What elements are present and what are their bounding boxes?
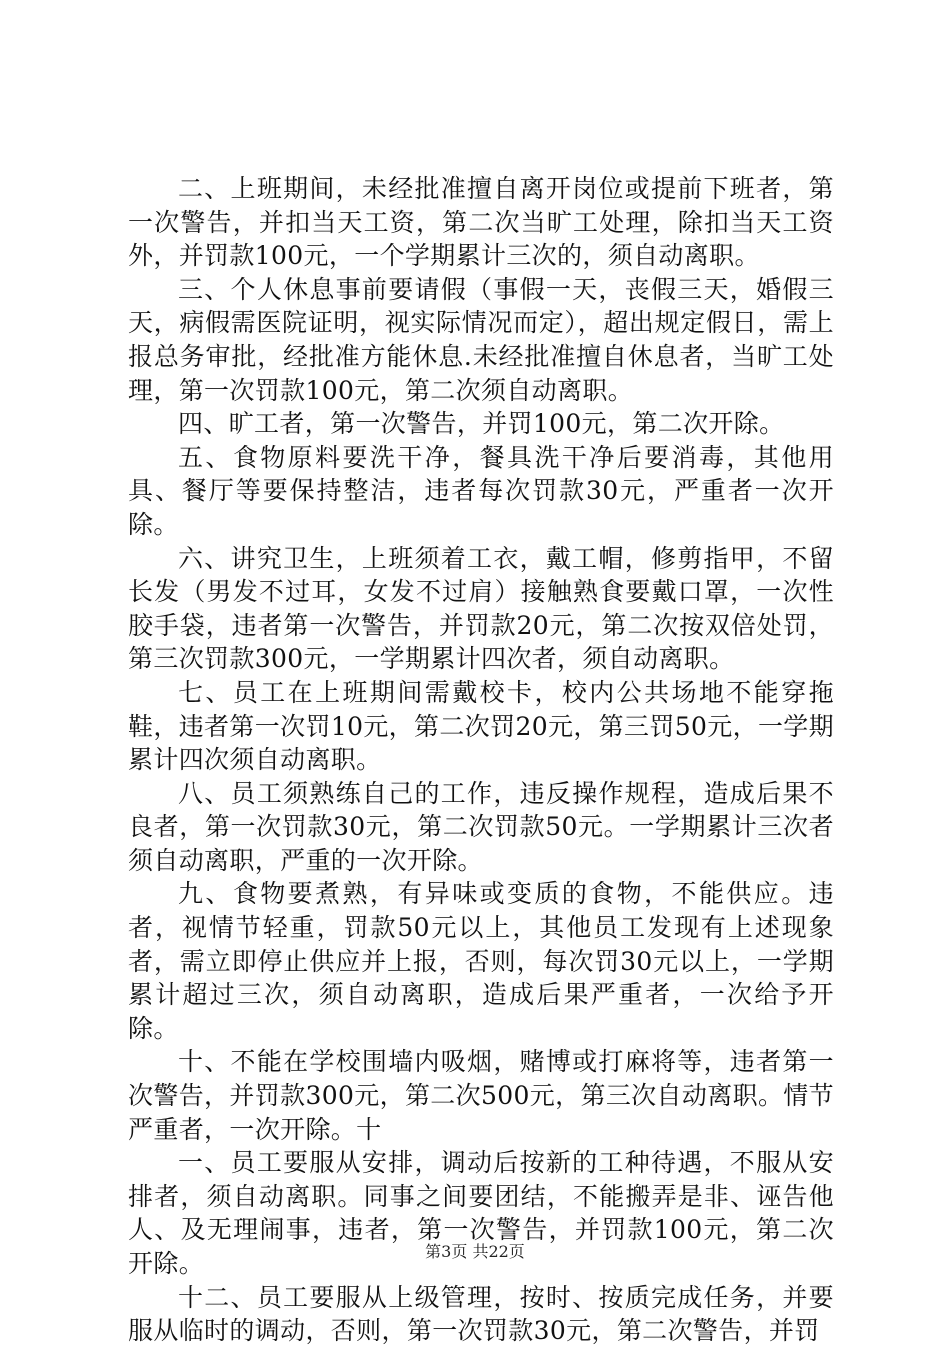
rule-paragraph-10: 十、不能在学校围墙内吸烟，赌博或打麻将等，违者第一次警告，并罚款300元，第二次500元，第三次自动离职。情节严重者，一次开除。十	[128, 1047, 834, 1144]
rule-paragraph-7: 七、员工在上班期间需戴校卡，校内公共场地不能穿拖鞋，违者第一次罚10元，第二次罚20元，第三罚50元，一学期累计四次须自动离职。	[128, 677, 834, 775]
rule-paragraph-11: 一、员工要服从安排，调动后按新的工种待遇，不服从安排者，须自动离职。同事之间要团结，不能搬弄是非、诬告他人、及无理闹事，违者，第一次警告，并罚款100元，第二次开除。	[128, 1148, 834, 1278]
rule-paragraph-2: 二、上班期间，未经批准擅自离开岗位或提前下班者，第一次警告，并扣当天工资，第二次当旷工处理，除扣当天工资外，并罚款100元，一个学期累计三次的，须自动离职。	[128, 174, 834, 271]
rule-paragraph-3: 三、个人休息事前要请假（事假一天，丧假三天，婚假三天，病假需医院证明，视实际情况而定），超出规定假日，需上报总务审批，经批准方能休息.未经批准擅自休息者，当旷工处理，第一次罚款100元，第二次须自动离职。	[128, 274, 834, 405]
page-number-footer: 第3页 共22页	[425, 1242, 525, 1261]
rule-paragraph-12: 十二、员工要服从上级管理，按时、按质完成任务，并要服从临时的调动，否则，第一次罚款30元，第二次警告，并罚	[128, 1282, 834, 1346]
rule-paragraph-5: 五、食物原料要洗干净，餐具洗干净后要消毒，其他用具、餐厅等要保持整洁，违者每次罚款30元，严重者一次开除。	[128, 442, 834, 539]
rule-paragraph-6: 六、讲究卫生，上班须着工衣，戴工帽，修剪指甲，不留长发（男发不过耳，女发不过肩）接触熟食要戴口罩，一次性胶手袋，违者第一次警告，并罚款20元，第二次按双倍处罚，第三次罚款300元，一学期累计四次者，须自动离职。	[128, 543, 834, 674]
document-body	[128, 172, 834, 1348]
rule-paragraph-4: 四、旷工者，第一次警告，并罚100元，第二次开除。	[178, 409, 785, 439]
rule-paragraph-9: 九、食物要煮熟，有异味或变质的食物，不能供应。违者，视情节轻重，罚款50元以上，其他员工发现有上述现象者，需立即停止供应并上报，否则，每次罚30元以上，一学期累计超过三次，须自动离职，造成后果严重者，一次给予开除。	[128, 879, 834, 1043]
rule-paragraph-8: 八、员工须熟练自己的工作，违反操作规程，造成后果不良者，第一次罚款30元，第二次罚款50元。一学期累计三次者须自动离职，严重的一次开除。	[128, 778, 834, 875]
